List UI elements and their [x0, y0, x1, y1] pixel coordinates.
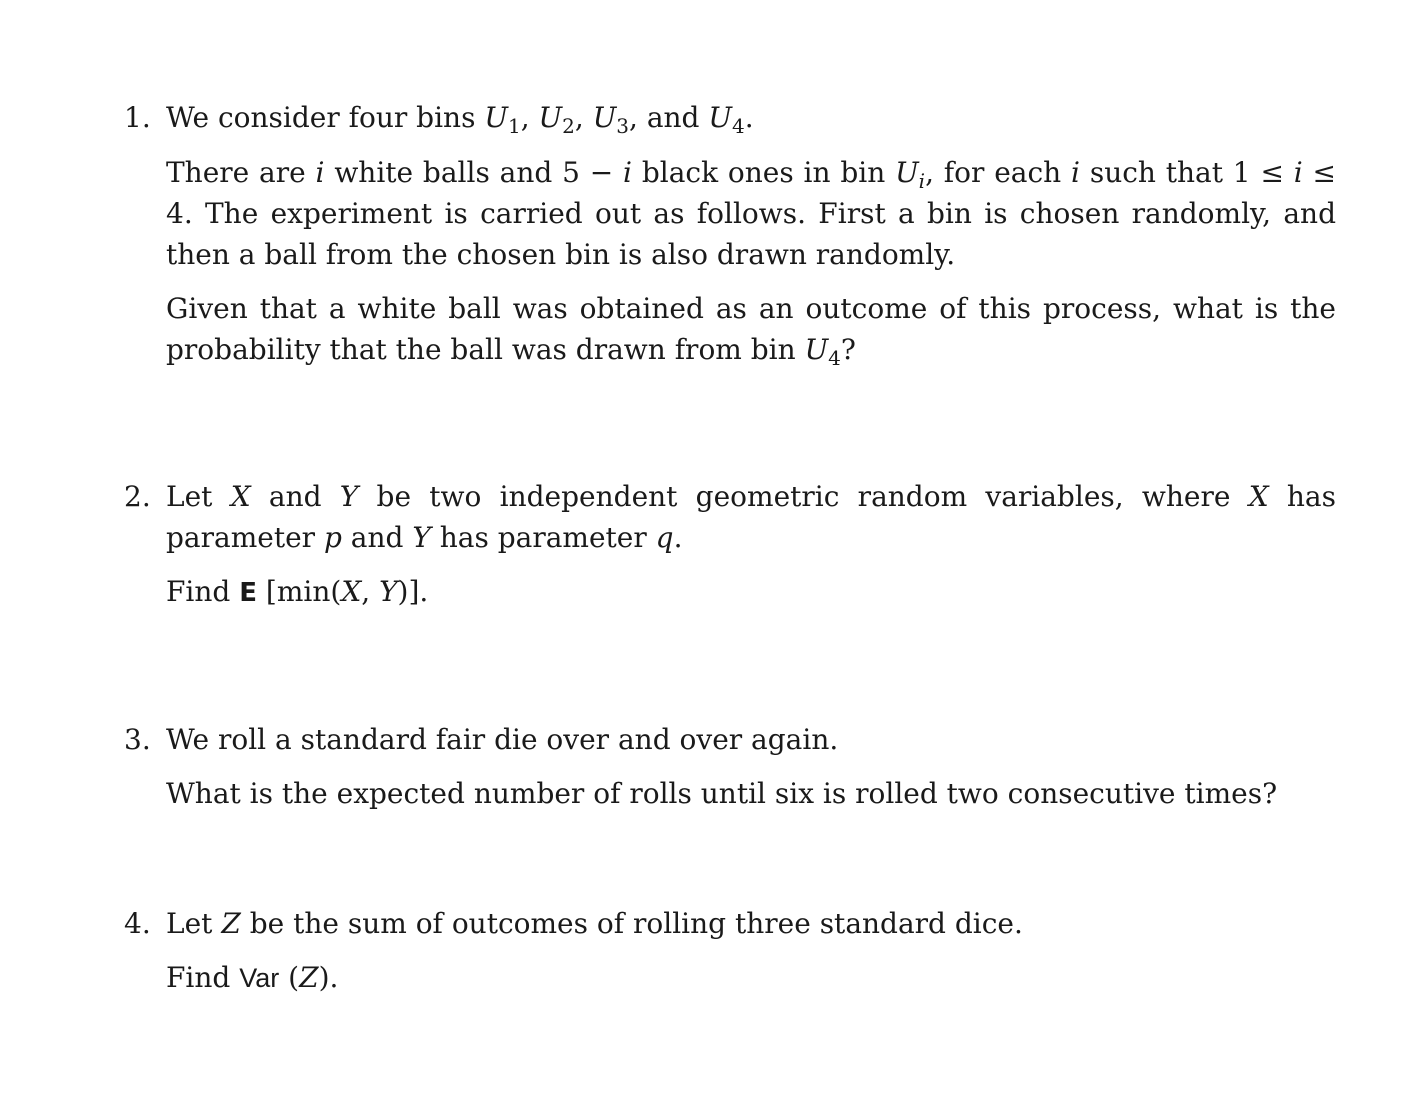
- problem-intro: Let Z be the sum of outcomes of rolling three standard dice.: [166, 907, 1023, 940]
- problem-intro: We consider four bins $U_1$, $U_2$, $U_3$, and $U_4$.: [166, 101, 754, 138]
- problem-body: There are i white balls and 5 − i black ones in bin $U_i$, for each i such that 1 ≤ i ≤ 4. The experiment is carried out as follows. First a bin is chosen randomly, and then a ball from the chosen bin is also drawn randomly.: [166, 156, 1336, 271]
- variance-operator: Var: [239, 963, 280, 993]
- problem-number: 2.: [124, 480, 151, 513]
- expectation-symbol: E: [239, 578, 258, 608]
- problem-question: What is the expected number of rolls until six is rolled two consecutive times?: [166, 777, 1278, 810]
- problem-intro: We roll a standard fair die over and over again.: [166, 723, 839, 756]
- problem-body: Let X and Y be two independent geometric random variables, where X has parameter p and Y has parameter q.: [166, 480, 1336, 554]
- problem-number: 1.: [124, 101, 151, 134]
- problem-question: Find Var (Z).: [166, 961, 339, 994]
- problem-number: 3.: [124, 723, 151, 756]
- problem-question: Given that a white ball was obtained as an outcome of this process, what is the probability that the ball was drawn from bin $U_4$?: [166, 292, 1336, 370]
- problem-number: 4.: [124, 907, 151, 940]
- problem-question: Find E [min(X, Y)].: [166, 575, 429, 608]
